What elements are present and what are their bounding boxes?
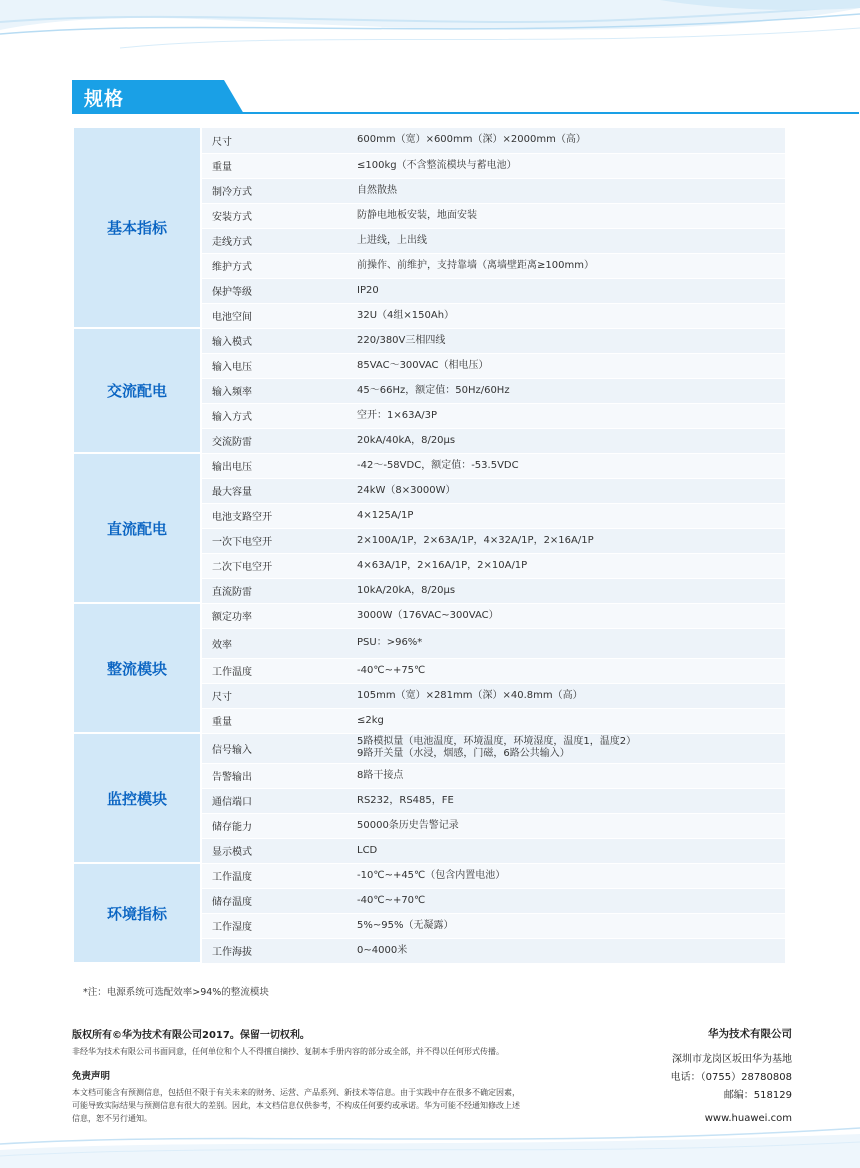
spec-value-line: 防静电地板安装，地面安装: [357, 209, 477, 221]
spec-value-line: ≤2kg: [357, 714, 384, 726]
spec-value: [349, 253, 785, 278]
spec-value: [349, 578, 785, 603]
spec-param: 信号输入: [201, 733, 349, 763]
spec-param: 制冷方式: [201, 178, 349, 203]
spec-param: 输入模式: [201, 328, 349, 353]
disclaimer-line: 本文档可能含有预测信息，包括但不限于有关未来的财务、运营、产品系列、新技术等信息。由于实践中存在很多不确定因素，: [72, 1088, 520, 1097]
spec-param: 储存温度: [201, 888, 349, 913]
spec-value: [349, 813, 785, 838]
copyright-text: 非经华为技术有限公司书面同意，任何单位和个人不得擅自摘抄、复制本手册内容的部分或全部，并不得以任何形式传播。: [72, 1047, 504, 1056]
spec-param: 二次下电空开: [201, 553, 349, 578]
spec-row: [74, 453, 785, 478]
spec-value: [349, 503, 785, 528]
spec-param: 额定功率: [201, 603, 349, 628]
section-header: [72, 80, 244, 114]
spec-param: 输入电压: [201, 353, 349, 378]
spec-row: [74, 128, 785, 153]
spec-param: 工作湿度: [201, 913, 349, 938]
spec-value: [349, 863, 785, 888]
spec-value-line: -40℃~+75℃: [357, 664, 426, 676]
spec-row: [74, 603, 785, 628]
spec-value-line: RS232，RS485，FE: [357, 794, 454, 806]
spec-param: 电池支路空开: [201, 503, 349, 528]
spec-value: [349, 788, 785, 813]
spec-table: [74, 128, 785, 964]
spec-param: 通信端口: [201, 788, 349, 813]
spec-value: [349, 378, 785, 403]
spec-value-line: 45～66Hz，额定值：50Hz/60Hz: [357, 384, 510, 396]
spec-param: 维护方式: [201, 253, 349, 278]
spec-value-line: PSU：>96%*: [357, 637, 423, 648]
spec-value: [349, 453, 785, 478]
spec-param: 一次下电空开: [201, 528, 349, 553]
spec-param: 尺寸: [201, 683, 349, 708]
spec-param: 效率: [201, 628, 349, 658]
spec-param: 工作温度: [201, 863, 349, 888]
spec-value-line: 前操作、前维护，支持靠墙（离墙壁距离≥100mm）: [357, 259, 594, 271]
spec-value-line: 10kA/20kA，8/20μs: [357, 584, 456, 596]
spec-value-line: 5%~95%（无凝露）: [357, 919, 454, 931]
spec-value-line: 220/380V三相四线: [357, 334, 446, 346]
section-divider: [72, 112, 859, 114]
spec-value-line: 32U（4组×150Ah）: [357, 309, 455, 321]
spec-param: 输入频率: [201, 378, 349, 403]
spec-param: 工作海拔: [201, 938, 349, 963]
spec-category: 交流配电: [74, 328, 201, 453]
spec-value: [349, 403, 785, 428]
spec-param: 显示模式: [201, 838, 349, 863]
bottom-wave-decoration: [0, 1120, 860, 1168]
disclaimer-line: 可能导致实际结果与预测信息有很大的差别。因此，本文档信息仅供参考，不构成任何要约或承诺。华为可能不经通知修改上述: [72, 1101, 520, 1110]
spec-category: 环境指标: [74, 863, 201, 963]
spec-row: [74, 733, 785, 763]
spec-value: [349, 478, 785, 503]
spec-value: [349, 203, 785, 228]
section-title: 规格: [84, 88, 125, 110]
spec-category: 整流模块: [74, 603, 201, 733]
spec-value-line: 105mm（宽）×281mm（深）×40.8mm（高）: [357, 689, 583, 701]
spec-param: 走线方式: [201, 228, 349, 253]
spec-param: 电池空间: [201, 303, 349, 328]
spec-param: 直流防雷: [201, 578, 349, 603]
spec-value: [349, 763, 785, 788]
spec-param: 工作温度: [201, 658, 349, 683]
company-info: [671, 1026, 792, 1124]
copyright-title: 版权所有©华为技术有限公司2017。保留一切权利。: [72, 1030, 310, 1041]
company-name: 华为技术有限公司: [708, 1028, 792, 1040]
spec-value-line: ≤100kg（不含整流模块与蓄电池）: [357, 159, 517, 171]
spec-param: 重量: [201, 153, 349, 178]
company-website: www.huawei.com: [704, 1113, 792, 1124]
spec-row: [74, 328, 785, 353]
spec-value: [349, 938, 785, 963]
spec-category: 基本指标: [74, 128, 201, 328]
spec-value: [349, 603, 785, 628]
spec-value: [349, 428, 785, 453]
spec-value: [349, 733, 785, 763]
spec-value: [349, 708, 785, 733]
spec-param: 重量: [201, 708, 349, 733]
disclaimer-line: 信息，恕不另行通知。: [72, 1114, 152, 1123]
spec-param: 保护等级: [201, 278, 349, 303]
spec-value-line: -40℃~+70℃: [357, 894, 426, 906]
company-phone: 电话：（0755）28780808: [670, 1072, 792, 1083]
spec-value: [349, 303, 785, 328]
spec-param: 储存能力: [201, 813, 349, 838]
spec-value-line: 24kW（8×3000W）: [357, 484, 456, 496]
spec-param: 最大容量: [201, 478, 349, 503]
spec-value-line: 4×63A/1P，2×16A/1P，2×10A/1P: [357, 559, 528, 571]
spec-value-line: 2×100A/1P，2×63A/1P，4×32A/1P，2×16A/1P: [357, 534, 594, 546]
spec-category: 监控模块: [74, 733, 201, 863]
company-postcode: 邮编：518129: [723, 1090, 792, 1101]
spec-value-line: 上进线，上出线: [357, 234, 427, 246]
spec-value: [349, 128, 785, 153]
spec-value-line: 空开：1×63A/3P: [357, 409, 438, 421]
spec-category: 直流配电: [74, 453, 201, 603]
spec-value: [349, 553, 785, 578]
spec-value: [349, 178, 785, 203]
spec-value: [349, 683, 785, 708]
spec-value-line: 0~4000米: [357, 944, 408, 956]
footnote: *注：电源系统可选配效率>94%的整流模块: [83, 987, 269, 998]
spec-value-line: 自然散热: [357, 184, 397, 196]
spec-value: [349, 658, 785, 683]
spec-value: [349, 528, 785, 553]
spec-value: [349, 278, 785, 303]
company-address: 深圳市龙岗区坂田华为基地: [672, 1054, 792, 1065]
spec-value: [349, 888, 785, 913]
spec-value-line: 9路开关量（水浸，烟感，门磁，6路公共输入）: [357, 748, 570, 759]
spec-value: [349, 628, 785, 658]
spec-param: 告警输出: [201, 763, 349, 788]
spec-value-line: IP20: [357, 284, 379, 296]
spec-value: [349, 328, 785, 353]
spec-value-line: 85VAC～300VAC（相电压）: [357, 359, 489, 371]
spec-value-line: -42～-58VDC，额定值：-53.5VDC: [357, 459, 519, 471]
disclaimer-title: 免责声明: [72, 1071, 111, 1082]
spec-value-line: 4×125A/1P: [357, 509, 414, 521]
spec-param: 安装方式: [201, 203, 349, 228]
spec-param: 输入方式: [201, 403, 349, 428]
spec-value: [349, 228, 785, 253]
spec-value: [349, 913, 785, 938]
spec-param: 交流防雷: [201, 428, 349, 453]
spec-value-line: 8路干接点: [357, 769, 404, 781]
spec-value-line: LCD: [357, 844, 378, 856]
spec-value: [349, 838, 785, 863]
spec-value-line: 20kA/40kA，8/20μs: [357, 434, 456, 446]
spec-row: [74, 863, 785, 888]
spec-value-line: 3000W（176VAC~300VAC）: [357, 609, 499, 621]
spec-param: 输出电压: [201, 453, 349, 478]
spec-param: 尺寸: [201, 128, 349, 153]
top-wave-decoration: [0, 0, 860, 80]
spec-value-line: 600mm（宽）×600mm（深）×2000mm（高）: [357, 134, 586, 146]
spec-value: [349, 353, 785, 378]
spec-value-line: -10℃~+45℃（包含内置电池）: [357, 869, 506, 881]
spec-value: [349, 153, 785, 178]
spec-value-line: 50000条历史告警记录: [357, 819, 459, 831]
spec-value-line: 5路模拟量（电池温度，环境温度，环境湿度，温度1，温度2）: [357, 736, 637, 747]
